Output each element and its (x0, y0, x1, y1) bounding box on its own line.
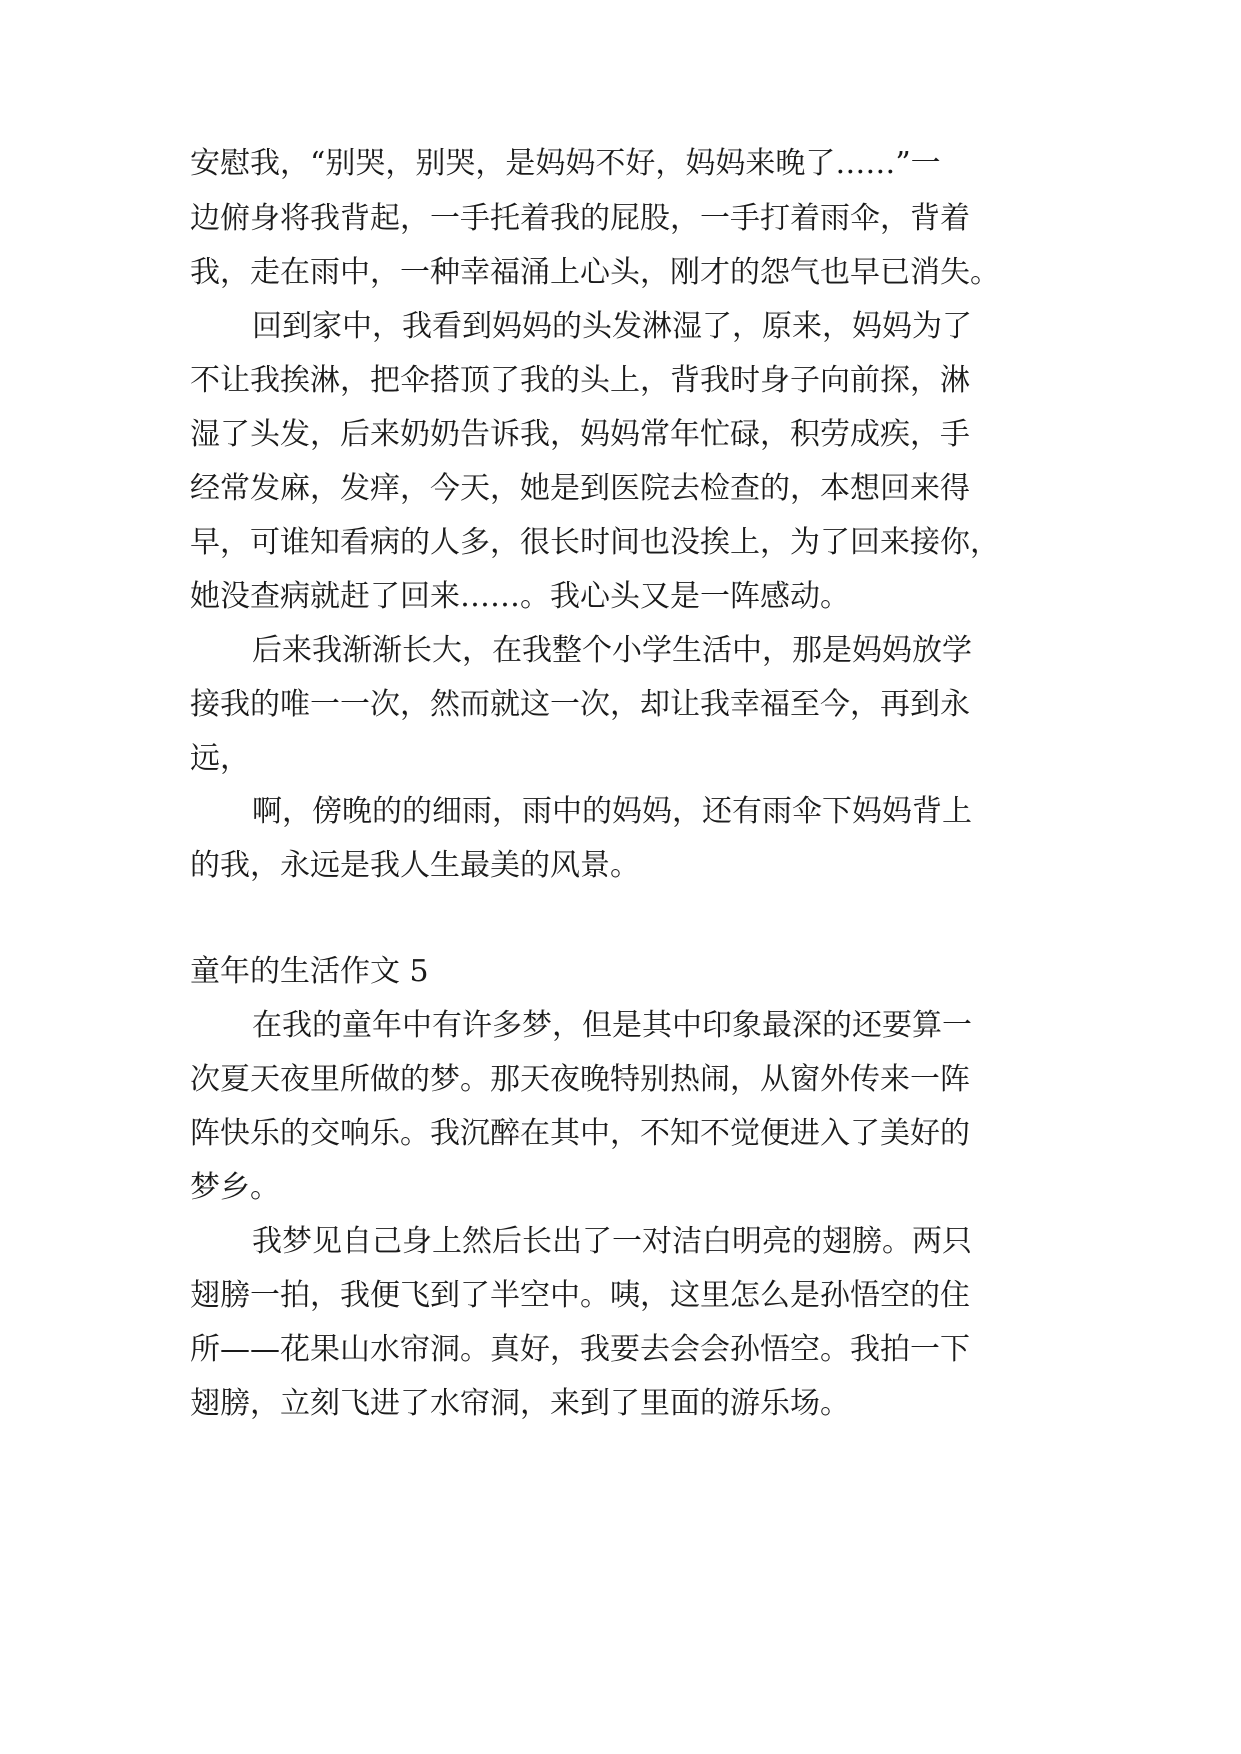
paragraph-line: 她没查病就赶了回来……。我心头又是一阵感动。 (190, 579, 850, 614)
paragraph-line: 安慰我，“别哭，别哭，是妈妈不好，妈妈来晚了……”一 (190, 146, 941, 181)
paragraph-line: 的我，永远是我人生最美的风景。 (190, 848, 640, 883)
paragraph-line: 梦乡。 (190, 1170, 280, 1205)
paragraph-line: 经常发麻，发痒，今天，她是到医院去检查的，本想回来得 (190, 471, 970, 506)
paragraph-line: 我梦见自己身上然后长出了一对洁白明亮的翅膀。两只 (252, 1224, 972, 1259)
paragraph-line: 边俯身将我背起，一手托着我的屁股，一手打着雨伞，背着 (190, 201, 970, 236)
paragraph-line: 湿了头发，后来奶奶告诉我，妈妈常年忙碌，积劳成疾，手 (190, 417, 970, 452)
paragraph-line: 次夏天夜里所做的梦。那天夜晚特别热闹，从窗外传来一阵 (190, 1062, 970, 1097)
paragraph-line: 不让我挨淋，把伞搭顶了我的头上，背我时身子向前探，淋 (190, 363, 970, 398)
paragraph-line: 后来我渐渐长大，在我整个小学生活中，那是妈妈放学 (252, 633, 972, 668)
paragraph-line: 回到家中，我看到妈妈的头发淋湿了，原来，妈妈为了 (252, 309, 972, 344)
document-page (190, 0, 1060, 1754)
paragraph-line: 所——花果山水帘洞。真好，我要去会会孙悟空。我拍一下 (190, 1332, 970, 1367)
paragraph-line: 啊，傍晚的的细雨，雨中的妈妈，还有雨伞下妈妈背上 (252, 794, 972, 829)
paragraph-line: 远， (190, 741, 250, 776)
paragraph-line: 在我的童年中有许多梦，但是其中印象最深的还要算一 (252, 1008, 972, 1043)
paragraph-line: 我，走在雨中，一种幸福涌上心头，刚才的怨气也早已消失。 (190, 255, 1000, 290)
paragraph-line: 早，可谁知看病的人多，很长时间也没挨上，为了回来接你， (190, 525, 1000, 560)
paragraph-line: 翅膀一拍，我便飞到了半空中。咦，这里怎么是孙悟空的住 (190, 1278, 970, 1313)
section-heading: 童年的生活作文 5 (190, 954, 429, 989)
paragraph-line: 阵快乐的交响乐。我沉醉在其中，不知不觉便进入了美好的 (190, 1116, 970, 1151)
paragraph-line: 翅膀，立刻飞进了水帘洞，来到了里面的游乐场。 (190, 1386, 850, 1421)
paragraph-line: 接我的唯一一次，然而就这一次，却让我幸福至今，再到永 (190, 687, 970, 722)
